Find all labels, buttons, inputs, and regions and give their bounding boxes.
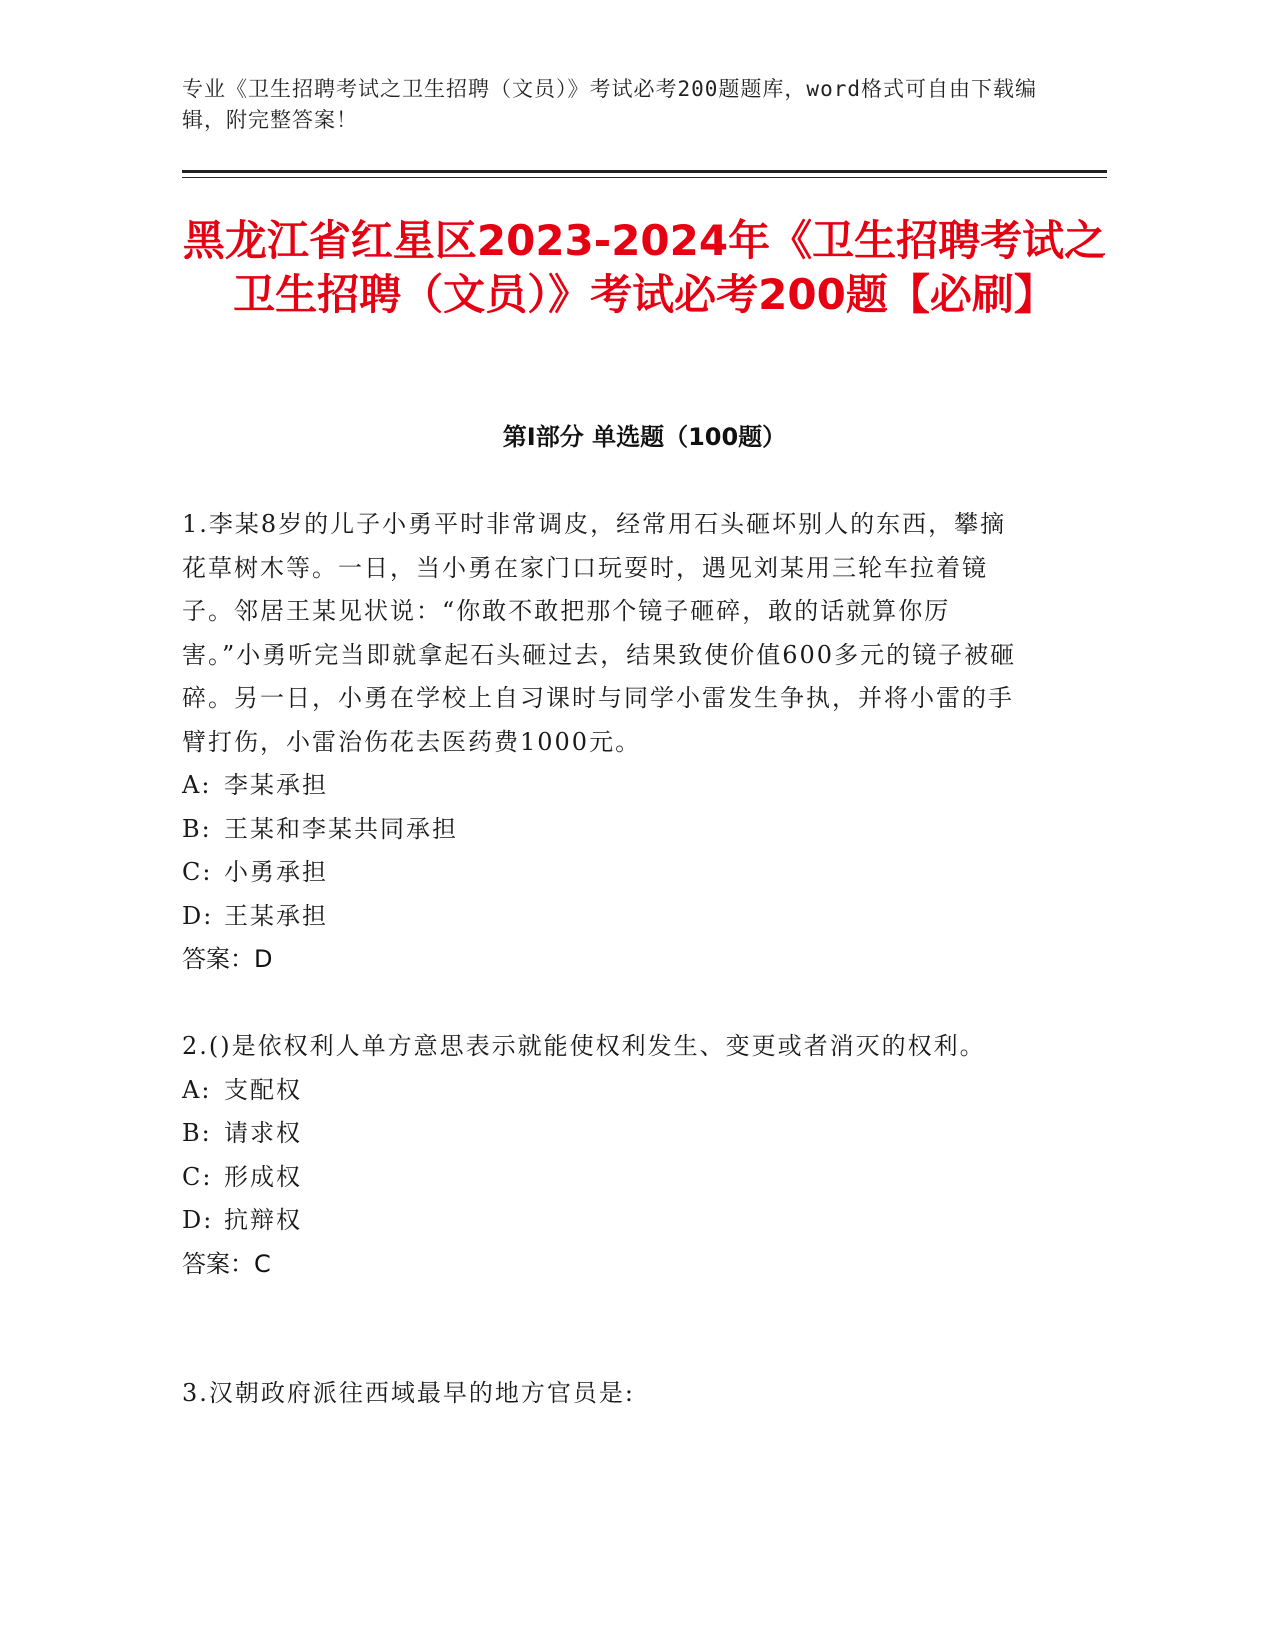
option-text: 请求权: [224, 1119, 302, 1147]
option-text: 支配权: [224, 1075, 302, 1104]
question-2: [182, 1025, 1022, 1286]
option-c: [182, 851, 1022, 895]
option-key: A:: [182, 1075, 212, 1104]
answer: 答案：C: [182, 1249, 271, 1278]
option-key: A:: [182, 771, 212, 799]
option-text: 王某和李某共同承担: [224, 814, 458, 843]
option-d: [182, 895, 1022, 939]
option-text: 李某承担: [224, 771, 328, 799]
question-3: [182, 1372, 1022, 1416]
option-key: C:: [182, 1162, 213, 1191]
option-a: [182, 764, 1022, 808]
question-1: [182, 503, 1022, 982]
option-list: [182, 1069, 1022, 1243]
option-d: [182, 1199, 1022, 1243]
option-a: [182, 1069, 1022, 1113]
intro-text: 专业《卫生招聘考试之卫生招聘（文员）》考试必考200题题库，word格式可自由下载编辑，附完整答案！: [182, 77, 1037, 132]
option-list: [182, 764, 1022, 938]
question-stem: 3.汉朝政府派往西域最早的地方官员是:: [182, 1379, 635, 1407]
option-key: B:: [182, 1119, 212, 1147]
option-b: [182, 808, 1022, 852]
option-text: 抗辩权: [224, 1206, 302, 1234]
section-title: 第Ⅰ部分 单选题（100题）: [502, 423, 787, 451]
option-text: 王某承担: [224, 901, 328, 930]
option-key: D:: [182, 1206, 214, 1234]
header-divider-thin: [182, 177, 1107, 178]
option-key: C:: [182, 858, 213, 886]
option-c: [182, 1156, 1022, 1200]
question-stem: 2.()是依权利人单方意思表示就能使权利发生、变更或者消灭的权利。: [182, 1032, 986, 1060]
option-text: 形成权: [224, 1162, 302, 1191]
option-key: D:: [182, 901, 214, 930]
option-key: B:: [182, 814, 212, 843]
header-divider-thick: [182, 170, 1107, 173]
document-title: 黑龙江省红星区2023-2024年《卫生招聘考试之卫生招聘（文员）》考试必考200题【必刷】: [182, 216, 1107, 319]
option-b: [182, 1112, 1022, 1156]
question-stem: 1.李某8岁的儿子小勇平时非常调皮，经常用石头砸坏别人的东西，攀摘花草树木等。一日，当小勇在家门口玩耍时，遇见刘某用三轮车拉着镜子。邻居王某见状说：“你敢不敢把那个镜子砸碎，敢的话就算你厉害。”小勇听完当即就拿起石头砸过去，结果致使价值600多元的镜子被砸碎。另一日，小勇在学校上自习课时与同学小雷发生争执，并将小雷的手臂打伤，小雷治伤花去医药费1000元。: [182, 510, 1017, 756]
option-text: 小勇承担: [224, 858, 328, 886]
answer: 答案：D: [182, 945, 273, 973]
